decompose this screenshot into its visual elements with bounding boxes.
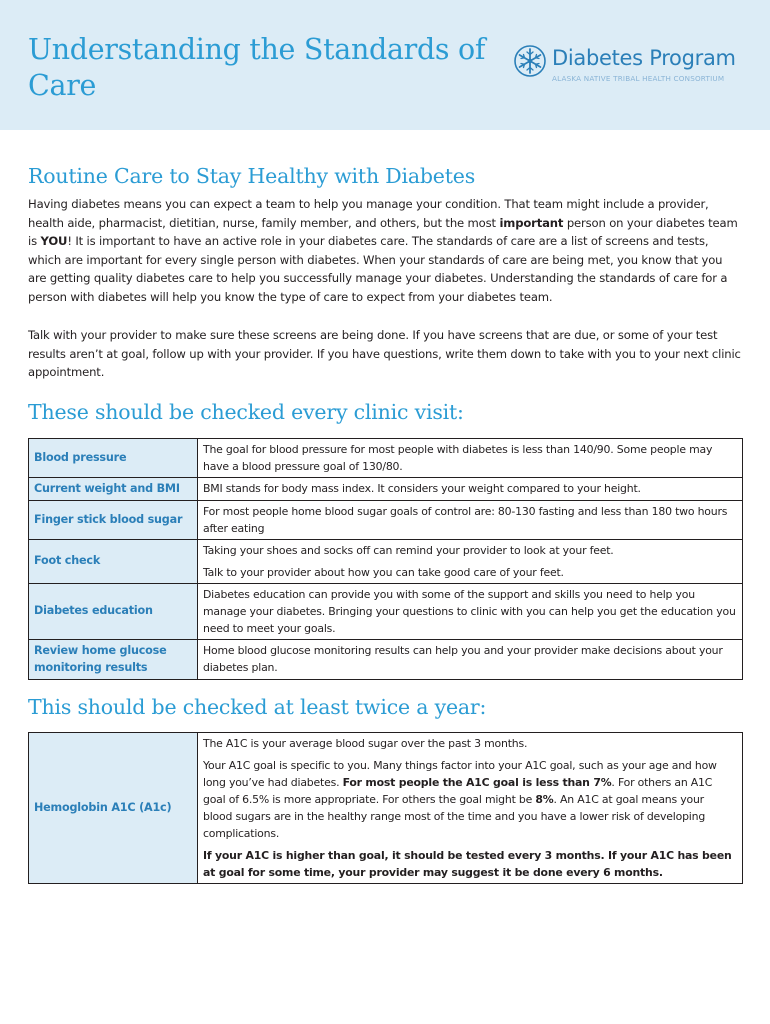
a1c-text-1: Your A1C goal is specific to you. Many things factor into your A1C goal, such as your age and how long you’ve had diabetes.	[203, 759, 717, 789]
description-line: BMI stands for body mass index. It considers your weight compared to your height.	[203, 482, 641, 496]
intro-emphasis-important: important	[499, 215, 564, 230]
row-label: Diabetes education	[29, 583, 198, 639]
row-label: Foot check	[29, 539, 198, 583]
row-description	[198, 733, 743, 884]
table-row	[29, 733, 743, 884]
intro-text-1: Having diabetes means you can expect a team to help you manage your condition. That team might include a provider, health aide, pharmacist, dietitian, nurse, family member, and others, but the most	[28, 197, 709, 230]
a1c-testing-frequency: If your A1C is higher than goal, it should be tested every 3 months. If your A1C has been at goal for some time, your provider may suggest it be done every 6 months.	[203, 849, 732, 879]
table-row	[29, 583, 743, 639]
table-row	[29, 439, 743, 478]
description-line: For most people home blood sugar goals of control are: 80-130 fasting and less than 180 two hours after eating	[203, 504, 728, 535]
row-label: Current weight and BMI	[29, 478, 198, 501]
section-heading-every-visit: These should be checked every clinic visit:	[28, 400, 464, 424]
section-heading-twice-a-year: This should be checked at least twice a year:	[28, 695, 487, 719]
a1c-text-3: . An A1C at goal means your blood sugars are in the healthy range most of the time and you have a lower risk of developing complications.	[203, 793, 706, 840]
table-row	[29, 500, 743, 539]
section-heading-routine-care: Routine Care to Stay Healthy with Diabetes	[28, 164, 476, 188]
intro-text-2: person on your diabetes team is	[28, 215, 738, 249]
logo-org: ALASKA NATIVE TRIBAL HEALTH CONSORTIUM	[552, 74, 725, 83]
row-label: Finger stick blood sugar	[29, 500, 198, 539]
description-line	[203, 847, 736, 881]
twice-a-year-table	[28, 732, 743, 884]
row-description	[198, 500, 743, 539]
provider-paragraph: Talk with your provider to make sure these screens are being done. If you have screens that are due, or some of your test results aren’t at goal, follow up with your provider. If you have questions, write them down to take with you to your next clinic appointment.	[28, 328, 741, 380]
description-line: Home blood glucose monitoring results can help you and your provider make decisions about your diabetes plan.	[203, 644, 723, 674]
page-header	[0, 0, 770, 130]
description-line: Taking your shoes and socks off can remind your provider to look at your feet.	[203, 543, 614, 557]
intro-text-3: ! It is important to have an active role in your diabetes care. The standards of care are a list of screens and tests, which are important for every single person with diabetes. When your standards of care are being met, you know that you are getting quality diabetes care to help you successfully manage your diabetes. Understanding the standards of care for a person with diabetes will help you know the type of care to expect from your diabetes team.	[28, 234, 728, 304]
a1c-emphasis-goal: For most people the A1C goal is less than 7%	[342, 776, 612, 789]
intro-paragraph	[28, 195, 744, 307]
row-description	[198, 539, 743, 583]
table-row	[29, 539, 743, 583]
intro-emphasis-you: YOU	[40, 234, 68, 249]
a1c-text-2: . For others an A1C goal of 6.5% is more appropriate. For others the goal might be	[203, 776, 713, 806]
program-logo	[514, 45, 754, 95]
row-label: Blood pressure	[29, 439, 198, 478]
row-description	[198, 639, 743, 679]
row-description	[198, 439, 743, 478]
table-row	[29, 639, 743, 679]
a1c-emphasis-8: 8%	[535, 793, 554, 806]
description-line: Diabetes education can provide you with some of the support and skills you need to help you manage your diabetes. Bringing your questions to clinic with you can help you get the education you need to meet your goals.	[203, 587, 736, 635]
row-description	[198, 583, 743, 639]
row-label: Hemoglobin A1C (A1c)	[29, 733, 198, 884]
logo-name: Diabetes Program	[552, 46, 736, 70]
every-visit-table	[28, 438, 743, 680]
snowflake-icon	[514, 45, 546, 77]
table-row	[29, 478, 743, 501]
row-label: Review home glucose monitoring results	[29, 639, 198, 679]
description-line: Talk to your provider about how you can take good care of your feet.	[203, 565, 564, 579]
page-title: Understanding the Standards of Care	[28, 33, 486, 102]
description-line: The A1C is your average blood sugar over the past 3 months.	[203, 737, 528, 750]
row-description	[198, 478, 743, 501]
description-line	[203, 757, 736, 842]
description-line: The goal for blood pressure for most people with diabetes is less than 140/90. Some people may have a blood pressure goal of 130/80.	[203, 443, 713, 473]
